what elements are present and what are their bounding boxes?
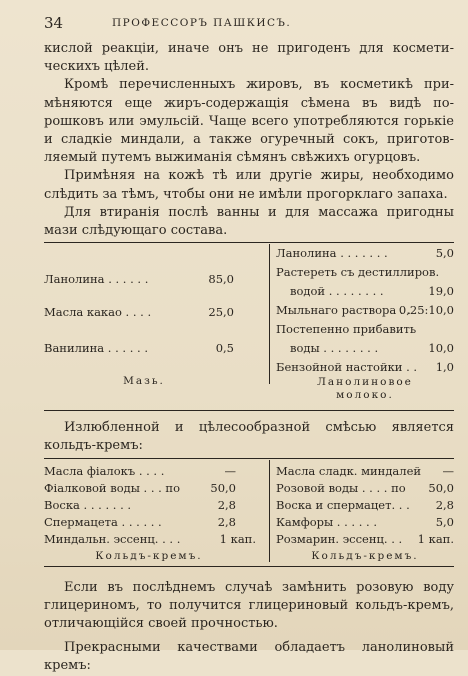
recipe-line: [276, 462, 454, 480]
ingredient-name: Спермацета . . . . . .: [44, 514, 162, 529]
recipe-line: [44, 530, 256, 548]
recipe-line: [276, 301, 454, 319]
ingredient-qty: 2,8: [217, 497, 236, 512]
recipe-line: [44, 513, 236, 531]
recipe-line: [276, 244, 454, 262]
recipe-caption: Мазь.: [123, 375, 165, 388]
column-divider: [269, 460, 270, 562]
ingredient-name: Масла какао . . . .: [44, 305, 152, 320]
ingredient-qty: 0,5: [215, 341, 234, 356]
ingredient-name: Масла фіалокъ . . . .: [44, 463, 165, 478]
page-number: 34: [44, 14, 64, 32]
text-line: рошковъ или эмульсій. Чаще всего употребляются горькіе: [44, 113, 454, 129]
column-divider: [269, 244, 270, 384]
ingredient-qty: 0,25:10,0: [398, 303, 454, 318]
text-line: кремъ:: [44, 658, 91, 674]
ingredient-qty: 1 кап.: [417, 531, 454, 546]
text-line: слѣдить за тѣмъ, чтобы они не имѣли прогорклаго запаха.: [44, 186, 448, 202]
ingredient-name: Фіалковой воды . . . по: [44, 480, 181, 495]
recipe-caption: Кольдъ-кремъ.: [95, 549, 203, 562]
recipe-line: [276, 530, 454, 548]
ingredient-name: Ланолина . . . . . .: [44, 272, 149, 287]
ingredient-qty: —: [224, 463, 236, 478]
recipe-line: [276, 339, 454, 357]
recipe-line: [44, 303, 234, 321]
ingredient-name: Бензойной настойки . .: [276, 360, 418, 375]
recipe-line: [276, 282, 454, 300]
text-line: кольдъ-кремъ:: [44, 438, 143, 454]
recipe-line: [44, 479, 236, 497]
text-line: Прекрасными качествами обладаетъ ланолиновый: [64, 640, 454, 656]
recipe-line: [44, 496, 236, 514]
text-line: Излюбленной и цѣлесообразной смѣсью является: [64, 420, 454, 436]
text-line: мѣняются еще жиръ-содержащія сѣмена въ видѣ по-: [44, 95, 454, 111]
ingredient-name: Растереть съ дестиллиров.: [276, 265, 440, 280]
recipe-line: [276, 358, 454, 376]
caption-line: молоко.: [336, 389, 394, 402]
recipe-line: [44, 462, 236, 480]
paragraph-cold-cream: [44, 419, 454, 455]
ingredient-name: Камфоры . . . . . .: [276, 514, 378, 529]
ingredient-qty: 50,0: [428, 480, 454, 495]
ingredient-qty: 50,0: [210, 480, 236, 495]
recipe-line: [276, 496, 454, 514]
text-line: Для втиранія послѣ ванны и для массажа пригодны: [64, 204, 454, 220]
recipe-table-ointments: [44, 242, 454, 402]
ingredient-qty: 2,8: [217, 514, 236, 529]
text-line: Если въ послѣднемъ случаѣ замѣнить розовую воду: [64, 579, 454, 595]
ingredient-name: Воска и спермацет. . .: [276, 497, 410, 512]
paragraph-massage: [44, 204, 454, 240]
recipe-caption: Кольдъ-кремъ.: [311, 549, 419, 562]
recipe-line: [276, 320, 454, 338]
ingredient-name: Ванилина . . . . . .: [44, 341, 148, 356]
ingredient-name: Розовой воды . . . . по: [276, 480, 406, 495]
page-body: [44, 40, 454, 676]
recipe-line: [276, 513, 454, 531]
ingredient-qty: —: [442, 463, 454, 478]
text-line: Кромѣ перечисленныхъ жировъ, въ косметикѣ при-: [64, 77, 454, 93]
text-line: ляемый путемъ выжиманія сѣмянъ свѣжихъ огурцовъ.: [44, 150, 421, 166]
paragraph-continuation: [44, 40, 454, 76]
ingredient-name: водой . . . . . . . .: [290, 284, 384, 299]
text-line: и сладкіе миндали, а также огуречный сокъ, приготов-: [44, 132, 454, 148]
recipe-line: [44, 270, 234, 288]
ingredient-name: Ланолина . . . . . . .: [276, 246, 388, 261]
ingredient-name: Мыльнаго раствора . .: [276, 303, 411, 318]
recipe-caption: [276, 376, 454, 402]
text-line: отличающійся своей прочностью.: [44, 616, 278, 632]
ingredient-qty: 19,0: [428, 284, 454, 299]
ingredient-qty: 1,0: [435, 360, 454, 375]
page-header: [44, 14, 438, 34]
recipe-table-cold-cream: [44, 458, 454, 562]
ingredient-qty: 2,8: [435, 497, 454, 512]
ingredient-qty: 10,0: [428, 341, 454, 356]
paragraph-lanolin-cream: [44, 639, 454, 675]
table-top-rule: [44, 458, 454, 459]
text-line: Примѣняя на кожѣ тѣ или другіе жиры, необходимо: [64, 168, 454, 184]
running-title: ПРОФЕССОРЪ ПАШКИСЪ.: [112, 17, 292, 29]
recipe-line: [276, 479, 454, 497]
ingredient-qty: 25,0: [208, 305, 234, 320]
text-line: глицериномъ, то получится глицериновый кольдъ-кремъ,: [44, 597, 454, 613]
ingredient-qty: 5,0: [435, 514, 454, 529]
text-line: мази слѣдующаго состава.: [44, 223, 228, 239]
table-bottom-rule: [44, 410, 454, 411]
table-top-rule: [44, 242, 454, 243]
text-line: кислой реакціи, иначе онъ не пригоденъ для космети-: [44, 41, 454, 56]
ingredient-name: Постепенно прибавить: [276, 322, 417, 337]
ingredient-name: Миндальн. эссенц. . . .: [44, 531, 181, 546]
ingredient-qty: 5,0: [435, 246, 454, 261]
ingredient-name: Розмарин. эссенц. . .: [276, 531, 403, 546]
recipe-line: [276, 263, 454, 281]
ingredient-qty: 1 кап.: [219, 531, 256, 546]
caption-line: Ланолиновое: [317, 376, 413, 389]
ingredient-name: Масла сладк. миндалей: [276, 463, 422, 478]
paragraph-glycerin: [44, 579, 454, 634]
ingredient-name: Воска . . . . . . .: [44, 497, 132, 512]
paragraph-rancid: [44, 167, 454, 203]
ingredient-qty: 85,0: [208, 272, 234, 287]
text-line: ческихъ цѣлей.: [44, 59, 150, 75]
table-bottom-rule: [44, 566, 454, 567]
recipe-line: [44, 339, 234, 357]
ingredient-name: воды . . . . . . . .: [290, 341, 379, 356]
paragraph-seeds: [44, 76, 454, 167]
